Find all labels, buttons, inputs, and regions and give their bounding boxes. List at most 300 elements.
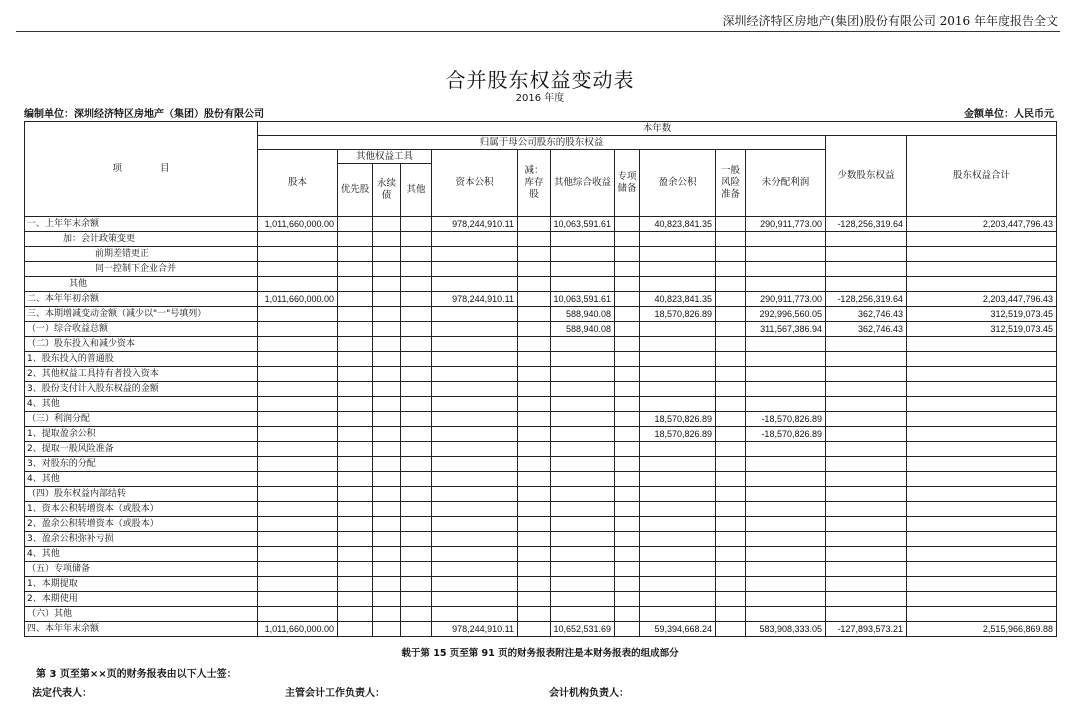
cell-special (615, 592, 640, 607)
table-row (25, 427, 1057, 442)
cell-total (907, 247, 1057, 262)
col-risk-reserve: 一般风险准备 (716, 150, 746, 217)
cell-oci: 588,940.08 (551, 322, 615, 337)
cell-minority (826, 607, 907, 622)
cell-minority (826, 592, 907, 607)
cell-total (907, 517, 1057, 532)
cell-perp (373, 337, 401, 352)
table-row (25, 457, 1057, 472)
cell-perp (373, 607, 401, 622)
cell-retained (746, 262, 826, 277)
row-label: 1、本期提取 (25, 577, 258, 592)
col-minority: 少数股东权益 (826, 136, 907, 217)
cell-surplus: 18,570,826.89 (640, 427, 716, 442)
cell-capres (432, 487, 518, 502)
cell-minority (826, 547, 907, 562)
row-label: 4、其他 (25, 472, 258, 487)
cell-other (401, 382, 432, 397)
cell-surplus (640, 517, 716, 532)
signature-accounting-head: 主管会计工作负责人： (285, 688, 385, 699)
cell-risk (716, 232, 746, 247)
cell-oci (551, 502, 615, 517)
cell-perp (373, 427, 401, 442)
cell-perp (373, 367, 401, 382)
cell-treasury (518, 502, 551, 517)
cell-other (401, 427, 432, 442)
cell-capres (432, 382, 518, 397)
cell-special (615, 277, 640, 292)
cell-minority (826, 382, 907, 397)
cell-oci (551, 247, 615, 262)
cell-retained: -18,570,826.89 (746, 412, 826, 427)
cell-treasury (518, 352, 551, 367)
cell-risk (716, 247, 746, 262)
cell-total (907, 532, 1057, 547)
cell-risk (716, 217, 746, 232)
row-label: （六）其他 (25, 607, 258, 622)
row-label: 前期差错更正 (25, 247, 258, 262)
table-row (25, 412, 1057, 427)
cell-other (401, 322, 432, 337)
cell-risk (716, 502, 746, 517)
cell-treasury (518, 487, 551, 502)
cell-retained (746, 502, 826, 517)
row-label: 1、提取盈余公积 (25, 427, 258, 442)
currency-unit: 金额单位：人民币元 (964, 109, 1054, 120)
cell-treasury (518, 247, 551, 262)
cell-oci: 588,940.08 (551, 307, 615, 322)
cell-share (258, 397, 338, 412)
cell-perp (373, 622, 401, 637)
cell-risk (716, 427, 746, 442)
cell-capres (432, 397, 518, 412)
cell-total (907, 577, 1057, 592)
col-item: 项 目 (25, 122, 258, 217)
cell-retained (746, 517, 826, 532)
cell-surplus (640, 277, 716, 292)
cell-retained (746, 487, 826, 502)
cell-retained (746, 337, 826, 352)
cell-minority: -127,893,573.21 (826, 622, 907, 637)
cell-risk (716, 457, 746, 472)
table-row (25, 217, 1057, 232)
cell-minority (826, 472, 907, 487)
cell-risk (716, 532, 746, 547)
cell-total (907, 592, 1057, 607)
row-label: 3、对股东的分配 (25, 457, 258, 472)
cell-oci (551, 427, 615, 442)
cell-risk (716, 292, 746, 307)
cell-pref (338, 562, 373, 577)
cell-capres (432, 277, 518, 292)
cell-surplus: 40,823,841.35 (640, 217, 716, 232)
cell-total (907, 337, 1057, 352)
cell-other (401, 607, 432, 622)
cell-other (401, 487, 432, 502)
row-label: 1、资本公积转增资本（或股本） (25, 502, 258, 517)
cell-minority (826, 502, 907, 517)
cell-retained (746, 607, 826, 622)
cell-special (615, 262, 640, 277)
cell-pref (338, 577, 373, 592)
cell-total (907, 277, 1057, 292)
cell-oci (551, 412, 615, 427)
cell-share (258, 472, 338, 487)
cell-special (615, 412, 640, 427)
cell-share (258, 337, 338, 352)
cell-special (615, 307, 640, 322)
cell-treasury (518, 367, 551, 382)
cell-other (401, 457, 432, 472)
cell-treasury (518, 622, 551, 637)
cell-share (258, 502, 338, 517)
cell-pref (338, 517, 373, 532)
cell-special (615, 247, 640, 262)
table-row (25, 322, 1057, 337)
cell-capres (432, 367, 518, 382)
cell-treasury (518, 322, 551, 337)
signature-legal-rep: 法定代表人： (32, 688, 92, 699)
report-header: 深圳经济特区房地产(集团)股份有限公司 2016 年年度报告全文 (722, 14, 1058, 28)
cell-share (258, 427, 338, 442)
cell-perp (373, 322, 401, 337)
cell-total (907, 562, 1057, 577)
cell-other (401, 622, 432, 637)
row-label: 加：会计政策变更 (25, 232, 258, 247)
cell-other (401, 562, 432, 577)
row-label: 三、本期增减变动金额（减少以"一"号填列） (25, 307, 258, 322)
cell-share: 1,011,660,000.00 (258, 292, 338, 307)
cell-retained (746, 367, 826, 382)
cell-surplus (640, 457, 716, 472)
table-row (25, 517, 1057, 532)
row-label: 四、本年年末余额 (25, 622, 258, 637)
cell-other (401, 352, 432, 367)
cell-minority (826, 337, 907, 352)
table-row (25, 622, 1057, 637)
cell-special (615, 397, 640, 412)
cell-share (258, 592, 338, 607)
cell-risk (716, 472, 746, 487)
cell-other (401, 577, 432, 592)
table-row (25, 562, 1057, 577)
cell-retained: 311,567,386.94 (746, 322, 826, 337)
cell-oci (551, 352, 615, 367)
cell-surplus (640, 397, 716, 412)
col-perpetual: 永续债 (373, 164, 401, 217)
cell-risk (716, 337, 746, 352)
cell-treasury (518, 517, 551, 532)
cell-capres: 978,244,910.11 (432, 292, 518, 307)
table-row (25, 502, 1057, 517)
cell-risk (716, 517, 746, 532)
cell-perp (373, 472, 401, 487)
cell-minority (826, 577, 907, 592)
row-label: 1、股东投入的普通股 (25, 352, 258, 367)
cell-surplus (640, 472, 716, 487)
cell-special (615, 517, 640, 532)
cell-pref (338, 367, 373, 382)
row-label: 其他 (25, 277, 258, 292)
cell-pref (338, 322, 373, 337)
cell-oci (551, 457, 615, 472)
cell-capres (432, 442, 518, 457)
cell-other (401, 412, 432, 427)
cell-other (401, 292, 432, 307)
cell-retained (746, 442, 826, 457)
cell-capres (432, 457, 518, 472)
cell-retained (746, 592, 826, 607)
cell-total (907, 232, 1057, 247)
cell-retained (746, 232, 826, 247)
cell-treasury (518, 577, 551, 592)
cell-surplus (640, 532, 716, 547)
cell-special (615, 472, 640, 487)
cell-special (615, 232, 640, 247)
cell-minority (826, 247, 907, 262)
col-retained-earnings: 未分配利润 (746, 150, 826, 217)
cell-treasury (518, 412, 551, 427)
cell-surplus: 59,394,668.24 (640, 622, 716, 637)
cell-oci (551, 562, 615, 577)
row-label: （二）股东投入和减少资本 (25, 337, 258, 352)
cell-risk (716, 592, 746, 607)
row-label: 二、本年年初余额 (25, 292, 258, 307)
cell-surplus (640, 442, 716, 457)
cell-share (258, 352, 338, 367)
cell-special (615, 532, 640, 547)
cell-oci (551, 487, 615, 502)
cell-total: 2,203,447,796.43 (907, 217, 1057, 232)
cell-retained (746, 532, 826, 547)
cell-perp (373, 442, 401, 457)
cell-perp (373, 292, 401, 307)
table-row (25, 397, 1057, 412)
col-other: 其他 (401, 164, 432, 217)
cell-total (907, 367, 1057, 382)
table-row (25, 352, 1057, 367)
row-label: 2、盈余公积转增资本（或股本） (25, 517, 258, 532)
cell-risk (716, 412, 746, 427)
cell-pref (338, 427, 373, 442)
cell-risk (716, 382, 746, 397)
cell-other (401, 592, 432, 607)
table-row (25, 307, 1057, 322)
row-label: 3、股份支付计入股东权益的金额 (25, 382, 258, 397)
table-row (25, 487, 1057, 502)
cell-surplus (640, 367, 716, 382)
table-row (25, 292, 1057, 307)
cell-special (615, 457, 640, 472)
cell-capres (432, 307, 518, 322)
cell-other (401, 277, 432, 292)
cell-oci (551, 547, 615, 562)
cell-other (401, 337, 432, 352)
table-row (25, 382, 1057, 397)
cell-share (258, 277, 338, 292)
cell-pref (338, 502, 373, 517)
cell-share (258, 442, 338, 457)
cell-perp (373, 547, 401, 562)
cell-perp (373, 412, 401, 427)
cell-other (401, 532, 432, 547)
cell-other (401, 547, 432, 562)
cell-pref (338, 592, 373, 607)
cell-pref (338, 337, 373, 352)
cell-capres (432, 472, 518, 487)
row-label: 2、提取一般风险准备 (25, 442, 258, 457)
col-oci: 其他综合收益 (551, 150, 615, 217)
cell-other (401, 247, 432, 262)
cell-special (615, 352, 640, 367)
cell-treasury (518, 607, 551, 622)
cell-oci (551, 577, 615, 592)
cell-surplus (640, 487, 716, 502)
cell-surplus: 18,570,826.89 (640, 307, 716, 322)
cell-surplus (640, 247, 716, 262)
cell-total (907, 472, 1057, 487)
cell-retained: 292,996,560.05 (746, 307, 826, 322)
cell-surplus (640, 382, 716, 397)
row-label: 3、盈余公积弥补亏损 (25, 532, 258, 547)
cell-perp (373, 397, 401, 412)
col-total: 股东权益合计 (907, 136, 1057, 217)
cell-pref (338, 442, 373, 457)
cell-capres (432, 427, 518, 442)
cell-total: 2,515,966,869.88 (907, 622, 1057, 637)
table-row (25, 337, 1057, 352)
cell-pref (338, 262, 373, 277)
cell-surplus (640, 607, 716, 622)
row-label: （四）股东权益内部结转 (25, 487, 258, 502)
cell-oci (551, 517, 615, 532)
cell-special (615, 577, 640, 592)
cell-oci (551, 232, 615, 247)
cell-share: 1,011,660,000.00 (258, 622, 338, 637)
cell-pref (338, 532, 373, 547)
cell-minority: 362,746.43 (826, 307, 907, 322)
cell-special (615, 427, 640, 442)
cell-other (401, 397, 432, 412)
cell-oci (551, 397, 615, 412)
table-row (25, 277, 1057, 292)
cell-perp (373, 232, 401, 247)
cell-risk (716, 577, 746, 592)
cell-pref (338, 487, 373, 502)
cell-perp (373, 277, 401, 292)
cell-other (401, 472, 432, 487)
cell-share (258, 532, 338, 547)
cell-surplus (640, 562, 716, 577)
cell-perp (373, 487, 401, 502)
cell-oci (551, 337, 615, 352)
cell-other (401, 262, 432, 277)
cell-risk (716, 547, 746, 562)
cell-retained (746, 562, 826, 577)
cell-share (258, 517, 338, 532)
cell-special (615, 487, 640, 502)
cell-treasury (518, 592, 551, 607)
cell-oci (551, 607, 615, 622)
cell-total: 312,519,073.45 (907, 307, 1057, 322)
cell-pref (338, 622, 373, 637)
equity-change-table (24, 121, 1057, 637)
cell-share (258, 307, 338, 322)
cell-risk (716, 487, 746, 502)
col-share-capital: 股本 (258, 150, 338, 217)
cell-oci (551, 442, 615, 457)
cell-risk (716, 307, 746, 322)
cell-oci (551, 367, 615, 382)
cell-minority (826, 367, 907, 382)
header-rule (16, 31, 1060, 32)
cell-capres (432, 562, 518, 577)
cell-oci: 10,063,591.61 (551, 217, 615, 232)
cell-capres (432, 337, 518, 352)
signature-dept-head: 会计机构负责人： (549, 688, 629, 699)
cell-treasury (518, 532, 551, 547)
cell-pref (338, 352, 373, 367)
cell-treasury (518, 337, 551, 352)
row-label: （一）综合收益总额 (25, 322, 258, 337)
sign-note: 第 3 页至第××页的财务报表由以下人士签： (36, 669, 237, 680)
cell-capres (432, 412, 518, 427)
cell-minority: -128,256,319.64 (826, 292, 907, 307)
cell-share (258, 547, 338, 562)
cell-total (907, 352, 1057, 367)
cell-surplus (640, 352, 716, 367)
col-surplus-reserve: 盈余公积 (640, 150, 716, 217)
cell-capres (432, 352, 518, 367)
cell-other (401, 442, 432, 457)
cell-pref (338, 472, 373, 487)
cell-total (907, 412, 1057, 427)
cell-surplus (640, 262, 716, 277)
cell-surplus (640, 547, 716, 562)
cell-other (401, 307, 432, 322)
cell-share (258, 412, 338, 427)
cell-perp (373, 352, 401, 367)
row-label: 4、其他 (25, 397, 258, 412)
cell-perp (373, 517, 401, 532)
cell-share (258, 562, 338, 577)
cell-retained (746, 577, 826, 592)
cell-minority (826, 277, 907, 292)
cell-capres (432, 607, 518, 622)
cell-oci (551, 472, 615, 487)
cell-total (907, 502, 1057, 517)
cell-perp (373, 562, 401, 577)
cell-other (401, 502, 432, 517)
cell-surplus (640, 502, 716, 517)
cell-surplus (640, 337, 716, 352)
table-row (25, 592, 1057, 607)
cell-retained (746, 457, 826, 472)
cell-risk (716, 262, 746, 277)
row-label: 2、其他权益工具持有者投入资本 (25, 367, 258, 382)
cell-special (615, 382, 640, 397)
cell-treasury (518, 397, 551, 412)
table-row (25, 472, 1057, 487)
cell-capres (432, 547, 518, 562)
cell-special (615, 337, 640, 352)
cell-treasury (518, 382, 551, 397)
col-special-reserve: 专项储备 (615, 150, 640, 217)
cell-special (615, 622, 640, 637)
cell-special (615, 607, 640, 622)
cell-retained (746, 397, 826, 412)
table-row (25, 367, 1057, 382)
